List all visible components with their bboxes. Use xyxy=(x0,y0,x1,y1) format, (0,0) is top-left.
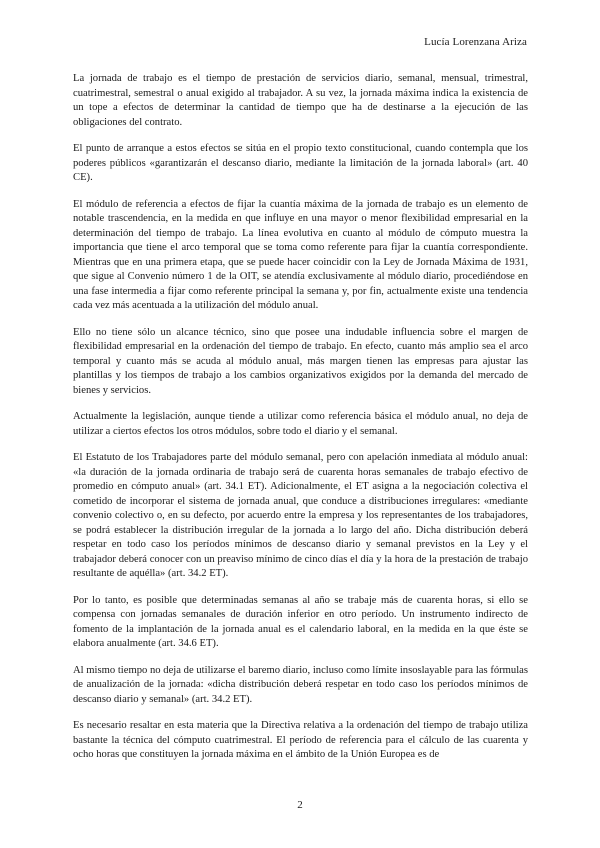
paragraph: Actualmente la legislación, aunque tiende a utilizar como referencia básica el módulo anual, no deja de utilizar a ciertos efectos los otros módulos, sobre todo el diario y el semanal. xyxy=(73,411,528,437)
page-number: 2 xyxy=(297,799,303,811)
paragraph: El módulo de referencia a efectos de fijar la cuantía máxima de la jornada de trabajo es un elemento de notable trascendencia, en la medida en que influye en una mayor o menor flexibilidad empresarial en la determinación del tiempo de trabajo. La línea evolutiva en cuanto al módulo de cómputo muestra la importancia que tiene el arco temporal que se toma como referente para fijar la cuantía correspondiente. Mientras que en una primera etapa, que se puede hacer coincidir con la Ley de Jornada Máxima de 1931, que sigue al Convenio número 1 de la OIT, se atendía exclusivamente al módulo diario, procediéndose en una fase intermedia a fijar como referente principal la semana y, por fin, actualmente existe una tendencia cada vez más acentuada a la utilización del módulo anual. xyxy=(73,198,528,311)
author-header: Lucía Lorenzana Ariza xyxy=(424,36,527,48)
paragraph: El punto de arranque a estos efectos se sitúa en el propio texto constitucional, cuando contempla que los poderes públicos «garantizarán el descanso diario, mediante la limitación de la jornada laboral» (art. 40 CE). xyxy=(73,143,528,183)
paragraph: Por lo tanto, es posible que determinadas semanas al año se trabaje más de cuarenta horas, si ello se compensa con jornadas semanales de duración inferior en otro período. Un instrumento indirecto de fomento de la implantación de la jornada anual es el calendario laboral, en la medida en la que éste se elabora anualmente (art. 34.6 ET). xyxy=(73,594,528,649)
paragraph: La jornada de trabajo es el tiempo de prestación de servicios diario, semanal, mensual, trimestral, cuatrimestral, semestral o anual exigido al trabajador. A su vez, la jornada máxima indica la existencia de un tope a efectos de determinar la cantidad de tiempo que ha de destinarse a la ejecución de las obligaciones del contrato. xyxy=(73,73,528,128)
paragraph: Ello no tiene sólo un alcance técnico, sino que posee una indudable influencia sobre el margen de flexibilidad empresarial en la ordenación del tiempo de trabajo. En efecto, cuanto más amplio sea el arco temporal y cuanto más se acuda al módulo anual, más margen tienen las empresas para ajustar las plantillas y los tiempos de trabajo a los cambios organizativos exigidos por la demanda del mercado de bienes y servicios. xyxy=(73,326,528,396)
document-body xyxy=(73,72,528,775)
paragraph: Es necesario resaltar en esta materia que la Directiva relativa a la ordenación del tiempo de trabajo utiliza bastante la técnica del cómputo cuatrimestral. El período de referencia para el cálculo de las cuarenta y ocho horas que constituyen la jornada máxima en el ámbito de la Unión Europea es de xyxy=(73,720,528,760)
paragraph: El Estatuto de los Trabajadores parte del módulo semanal, pero con apelación inmediata al módulo anual: «la duración de la jornada ordinaria de trabajo será de cuarenta horas semanales de trabajo efectivo de promedio en cómputo anual» (art. 34.1 ET). Adicionalmente, el ET asigna a la negociación colectiva el cometido de incorporar el sistema de jornada anual, que conduce a distribuciones irregulares: «mediante convenio colectivo o, en su defecto, por acuerdo entre la empresa y los representantes de los trabajadores, se podrá establecer la distribución irregular de la jornada a lo largo del año. Dicha distribución deberá respetar en todo caso los períodos mínimos de descanso diario y semanal previstos en la Ley y el trabajador deberá conocer con un preaviso mínimo de cinco días el día y la hora de la prestación de trabajo resultante de aquélla» (art. 34.2 ET). xyxy=(73,452,528,579)
paragraph: Al mismo tiempo no deja de utilizarse el baremo diario, incluso como límite insoslayable para las fórmulas de anualización de la jornada: «dicha distribución deberá respetar en todo caso los períodos mínimos de descanso diario y semanal» (art. 34.2 ET). xyxy=(73,664,528,705)
